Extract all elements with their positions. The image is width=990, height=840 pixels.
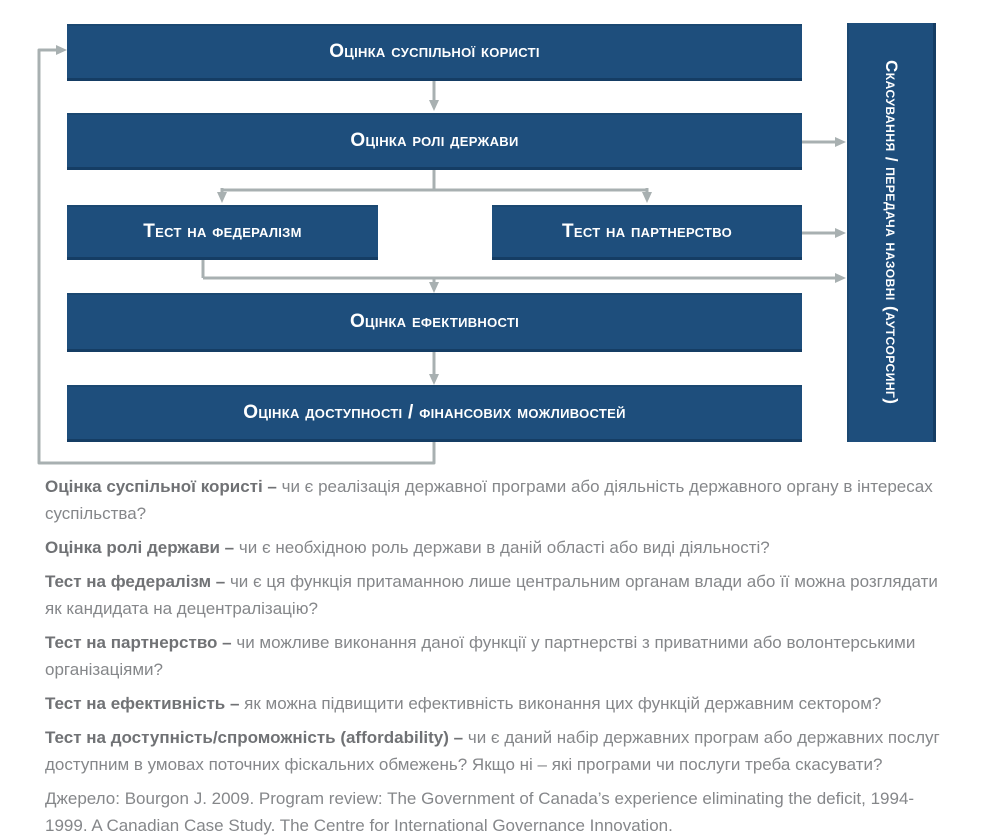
flowchart-box-public-benefit	[67, 24, 802, 81]
box-label: Оцінка суспільної користі	[329, 41, 540, 62]
definition-text: чи є даний набір державних програм або державних послуг доступним в умовах поточних фіскальних обмежень? Якщо ні – які програми чи послуги треба скасувати?	[45, 728, 940, 774]
definition-item	[45, 568, 947, 622]
flowchart-box-partnership-test	[492, 205, 802, 260]
flowchart-box-state-role	[67, 113, 802, 170]
box-label: Оцінка доступності / фінансових можливостей	[243, 402, 626, 423]
definition-term: Тест на партнерство –	[45, 633, 232, 652]
flowchart-box-affordability	[67, 385, 802, 442]
definition-item	[45, 724, 947, 778]
definition-text: чи є ця функція притаманною лише центральним органам влади або її можна розглядати як кандидата на децентралізацію?	[45, 572, 938, 618]
flowchart-box-efficiency	[67, 293, 802, 352]
definition-item	[45, 629, 947, 683]
definition-term: Тест на доступність/спроможність (affordability) –	[45, 728, 464, 747]
definition-text: чи є необхідною роль держави в даній області або виді діяльності?	[238, 538, 770, 557]
box-label: Оцінка ефективності	[349, 311, 520, 332]
definitions-section	[45, 473, 947, 840]
definition-item	[45, 534, 947, 561]
definition-term: Оцінка ролі держави –	[45, 538, 235, 557]
definition-item	[45, 473, 947, 527]
box-label: Скасування / передача назовні (аутсорсинг)	[882, 60, 901, 405]
box-label: Тест на партнерство	[561, 221, 733, 242]
definition-text: як можна підвищити ефективність виконання цих функцій державним сектором?	[244, 694, 882, 713]
definition-term: Оцінка суспільної користі –	[45, 477, 277, 496]
flowchart-box-federalism-test	[67, 205, 378, 260]
source-citation: Джерело: Bourgon J. 2009. Program review: The Government of Canada’s experience eliminating the deficit, 1994-1999. A Canadian Case Study. The Centre for International Governance Innovation.	[45, 789, 915, 835]
flowchart-box-outsourcing	[847, 23, 936, 442]
definition-term: Тест на ефективність –	[45, 694, 240, 713]
definition-text: чи є реалізація державної програми або діяльність державного органу в інтересах суспільства?	[45, 477, 933, 523]
box-label: Оцінка ролі держави	[350, 130, 519, 151]
definition-text: чи можливе виконання даної функції у партнерстві з приватними або волонтерськими організаціями?	[45, 633, 916, 679]
definition-item	[45, 690, 947, 717]
definition-term: Тест на федералізм –	[45, 572, 226, 591]
box-label: Тест на федералізм	[143, 221, 302, 242]
